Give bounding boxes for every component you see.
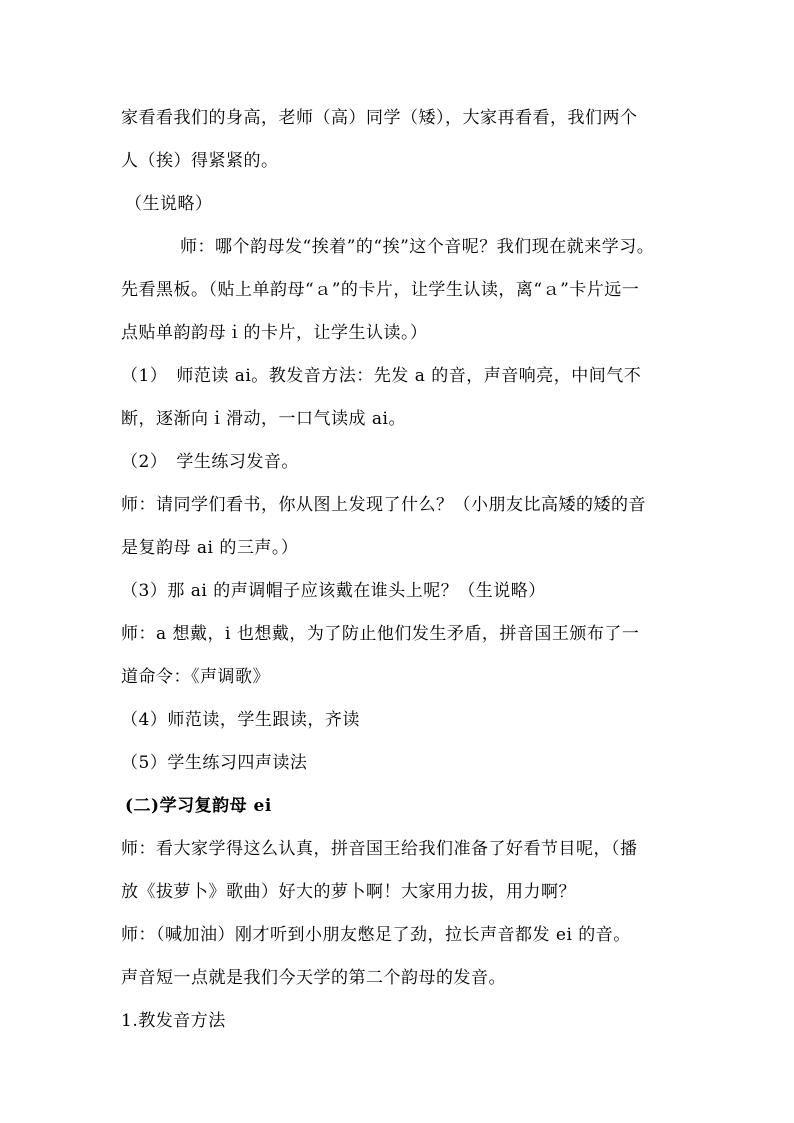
paragraph-line: （生说略） — [125, 194, 213, 214]
paragraph-line: 师：请同学们看书，你从图上发现了什么？（小朋友比高矮的矮的音 — [121, 495, 646, 515]
paragraph-line: （1） 师范读 ai。教发音方法：先发 a 的音，声音响亮，中间气不 — [121, 366, 642, 386]
section-heading: (二)学习复韵母 ei — [125, 796, 272, 816]
paragraph-line: 点贴单韵韵母ｉ的卡片，让学生认读。） — [121, 323, 428, 343]
paragraph-line: 师：哪个韵母发“挨着”的“挨”这个音呢？我们现在就来学习。 — [180, 237, 655, 257]
paragraph-line: 放《拔萝卜》歌曲）好大的萝卜啊！大家用力拔，用力啊？ — [121, 882, 576, 902]
paragraph-line: 先看黑板。（贴上单韵母“ａ”的卡片，让学生认读，离“ａ”卡片远一 — [121, 280, 640, 300]
paragraph-line: 断，逐渐向ｉ滑动，一口气读成 ai。 — [121, 409, 406, 429]
paragraph-line: （2） 学生练习发音。 — [121, 452, 299, 472]
paragraph-line: 家看看我们的身高，老师（高）同学（矮），大家再看看，我们两个 — [121, 108, 638, 128]
subsection-heading: 1.教发音方法 — [121, 1011, 226, 1031]
paragraph-line: 声音短一点就是我们今天学的第二个韵母的发音。 — [121, 968, 506, 988]
paragraph-line: 道命令：《声调歌》 — [121, 667, 270, 687]
paragraph-line: （3）那 ai 的声调帽子应该戴在谁头上呢？（生说略） — [121, 581, 546, 601]
paragraph-line: （5）学生练习四声读法 — [121, 753, 308, 773]
paragraph-line: 人（挨）得紧紧的。 — [121, 151, 279, 171]
paragraph-line: （4）师范读，学生跟读，齐读 — [121, 710, 360, 730]
paragraph-line: 是复韵母 ai 的三声。） — [121, 538, 299, 558]
paragraph-line: 师：看大家学得这么认真，拼音国王给我们准备了好看节目呢，（播 — [121, 839, 638, 859]
paragraph-line: 师：（喊加油）刚才听到小朋友憋足了劲，拉长声音都发 ei 的音。 — [121, 925, 631, 945]
paragraph-line: 师：a 想戴，i 也想戴，为了防止他们发生矛盾，拼音国王颁布了一 — [121, 624, 640, 644]
